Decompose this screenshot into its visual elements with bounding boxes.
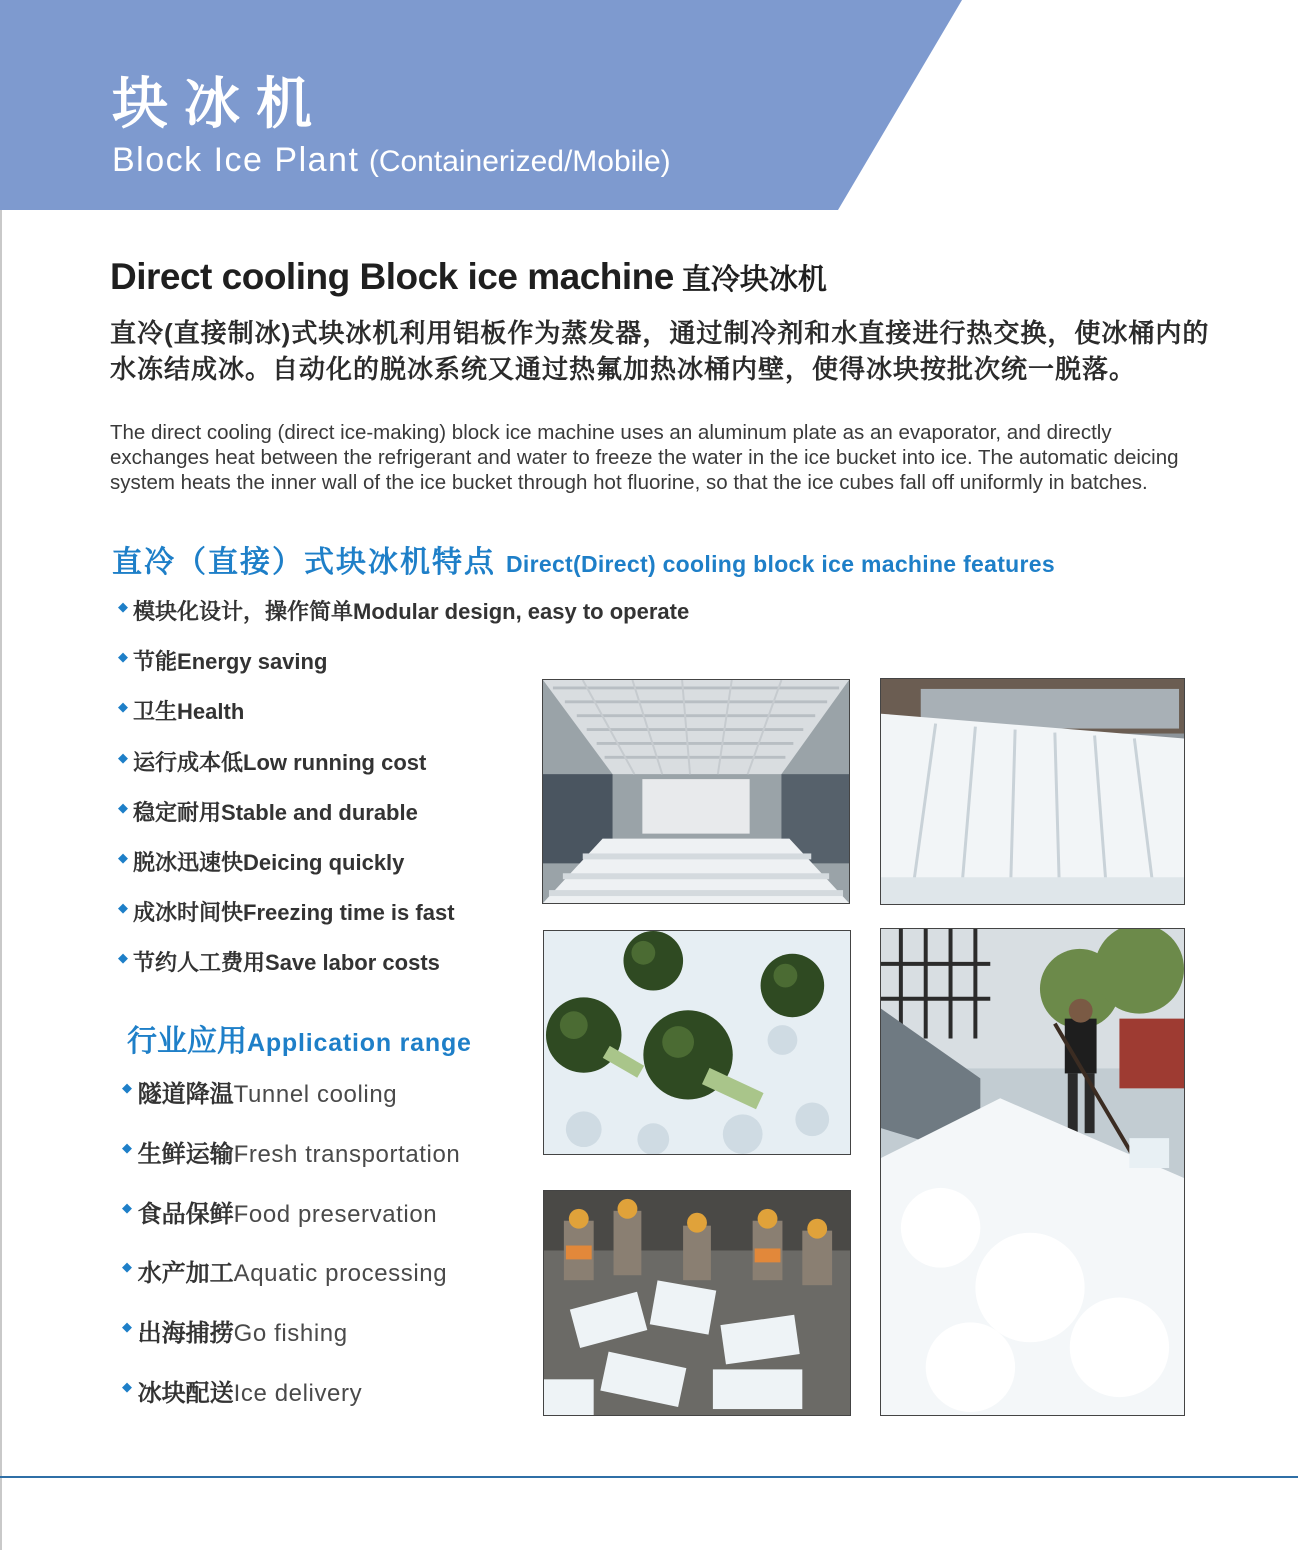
feature-en: Deicing quickly: [243, 849, 405, 875]
diamond-bullet-icon: ◆: [122, 1319, 133, 1335]
applications-heading-cn: 行业应用: [127, 1025, 247, 1058]
feature-en: Energy saving: [177, 649, 328, 675]
list-item: [122, 1256, 460, 1316]
diamond-bullet-icon: ◆: [122, 1378, 133, 1394]
diamond-bullet-icon: ◆: [118, 599, 128, 614]
diamond-bullet-icon: ◆: [118, 950, 128, 966]
feature-cn: 节约人工费用: [133, 950, 266, 976]
features-heading-en: Direct(Direct) cooling block ice machine features: [506, 551, 1055, 577]
section-title-cn: 直冷块冰机: [681, 264, 827, 296]
photo-ice-delivery: [880, 928, 1185, 1416]
intro-paragraph-cn: 直冷(直接制冰)式块冰机利用铝板作为蒸发器，通过制冷剂和水直接进行热交换，使冰桶内的水冻结成冰。自动化的脱冰系统又通过热氟加热冰桶内壁，使得冰块按批次统一脱落。: [110, 318, 1210, 384]
application-list: [122, 1077, 460, 1436]
diamond-bullet-icon: ◆: [118, 749, 128, 765]
photo-block-ice: [880, 678, 1185, 905]
section-title-en: Direct cooling Block ice machine: [110, 256, 674, 297]
page-title-en: [112, 140, 671, 182]
diamond-bullet-icon: ◆: [122, 1199, 133, 1215]
diamond-bullet-icon: ◆: [122, 1259, 133, 1275]
diamond-bullet-icon: ◆: [118, 699, 128, 715]
feature-cn: 模块化设计，操作简单: [133, 599, 354, 624]
list-item: [122, 1077, 460, 1137]
list-item: [122, 1316, 460, 1376]
diamond-bullet-icon: ◆: [118, 849, 128, 865]
header-banner: [0, 0, 1298, 210]
list-item: [122, 1197, 460, 1257]
application-en: Ice delivery: [233, 1379, 363, 1407]
application-en: Tunnel cooling: [233, 1081, 398, 1108]
diamond-bullet-icon: ◆: [118, 649, 128, 665]
photo-plant-interior: [542, 679, 850, 904]
feature-en: Health: [177, 699, 245, 725]
feature-en: Modular design, easy to operate: [353, 599, 690, 624]
feature-cn: 节能: [133, 649, 178, 675]
diamond-bullet-icon: ◆: [122, 1080, 133, 1095]
footer-rule: [0, 1476, 1298, 1478]
feature-cn: 运行成本低: [133, 749, 244, 775]
application-en: Go fishing: [233, 1320, 348, 1348]
page-title-cn: 块冰机: [112, 72, 328, 135]
application-cn: 出海捕捞: [137, 1320, 234, 1348]
photo-workers-with-ice: [543, 1190, 851, 1416]
section-title: [110, 256, 827, 298]
applications-heading-en: Application range: [247, 1029, 472, 1057]
feature-cn: 卫生: [133, 699, 178, 725]
application-cn: 食品保鲜: [137, 1200, 234, 1228]
left-margin-rule: [0, 0, 2, 1550]
feature-en: Save labor costs: [265, 950, 440, 976]
list-item: [122, 1376, 460, 1436]
page-title-en-main: Block Ice Plant: [112, 141, 360, 179]
list-item: [122, 1137, 460, 1197]
applications-heading: [127, 1016, 472, 1060]
application-en: Fresh transportation: [233, 1140, 461, 1168]
application-en: Food preservation: [233, 1200, 438, 1228]
feature-en: Freezing time is fast: [243, 900, 455, 926]
feature-cn: 成冰时间快: [133, 900, 244, 926]
feature-cn: 稳定耐用: [133, 799, 222, 825]
feature-cn: 脱冰迅速快: [133, 849, 244, 875]
page-title-en-sub: (Containerized/Mobile): [368, 145, 671, 178]
feature-en: Stable and durable: [221, 799, 418, 825]
feature-en: Low running cost: [243, 749, 427, 775]
application-cn: 水产加工: [137, 1260, 234, 1288]
application-cn: 冰块配送: [137, 1379, 234, 1407]
features-heading: [112, 537, 1055, 581]
diamond-bullet-icon: ◆: [118, 900, 128, 916]
diamond-bullet-icon: ◆: [122, 1139, 133, 1155]
diamond-bullet-icon: ◆: [118, 799, 128, 815]
photo-broccoli-on-ice: [543, 930, 851, 1155]
features-heading-cn: 直冷（直接）式块冰机特点: [112, 546, 496, 579]
list-item: [118, 596, 689, 646]
application-cn: 隧道降温: [137, 1081, 234, 1108]
application-cn: 生鲜运输: [137, 1140, 234, 1168]
intro-paragraph-en: The direct cooling (direct ice-making) block ice machine uses an aluminum plate as an evaporator, and directly exchanges heat between the refrigerant and water to freeze the water in the ice bucket into ice. The automatic deicing system heats the inner wall of the ice bucket through hot fluorine, so that the ice cubes fall off uniformly in batches.: [110, 421, 1179, 494]
application-en: Aquatic processing: [233, 1260, 448, 1288]
